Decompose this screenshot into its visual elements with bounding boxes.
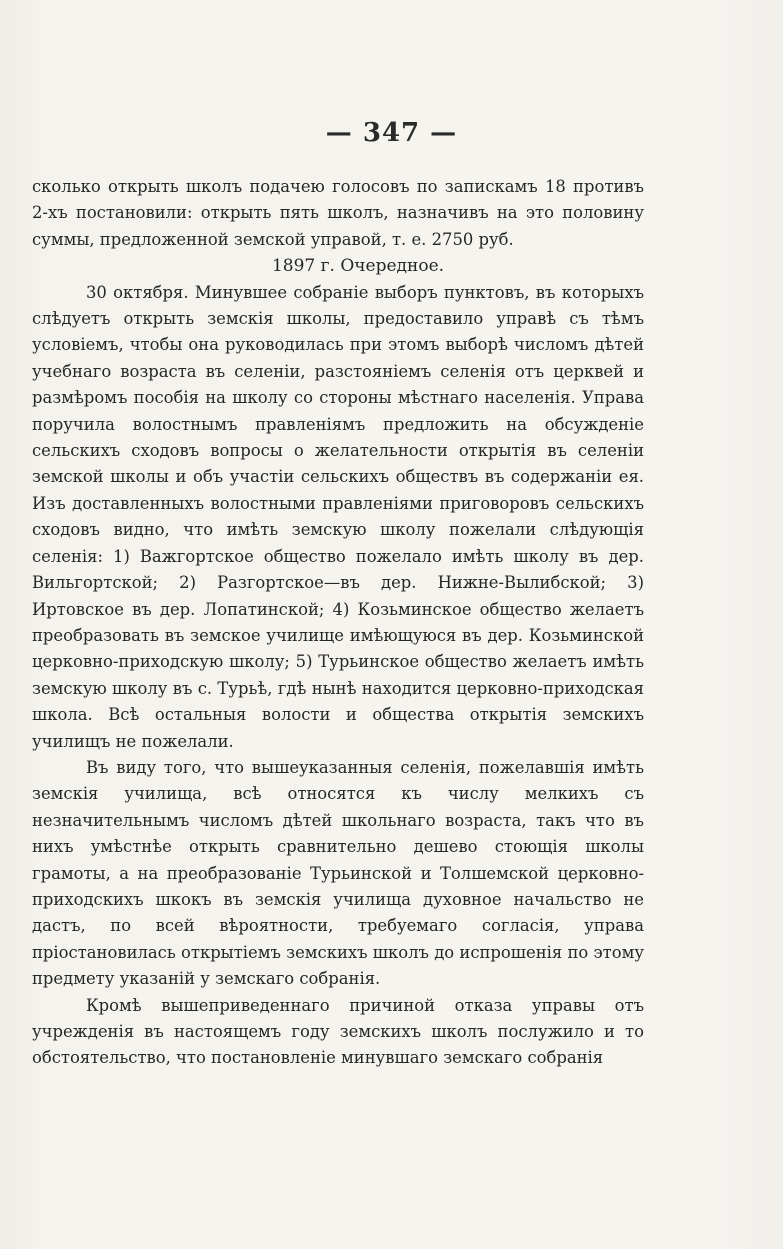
paragraph-october-30: 30 октября. Минувшее собраніе выборъ пунктовъ, въ которыхъ слѣдуетъ открыть земскія школы, предоставило управѣ съ тѣмъ условіемъ, чтобы она руководилась при этомъ выборѣ числомъ дѣтей учебнаго возраста въ селеніи, разстояніемъ селенія отъ церквей и размѣромъ пособія на школу со стороны мѣстнаго населенія. Управа поручила волостнымъ правленіямъ предложить на обсужденіе сельскихъ сходовъ вопросы о желательности открытія въ селеніи земской школы и объ участіи сельскихъ обществъ въ содержаніи ея. Изъ доставленныхъ волостными правленіями приговоровъ сельскихъ сходовъ видно, что имѣть земскую школу пожелали слѣдующія селенія: 1) Важгортское общество пожелало имѣть школу въ дер. Вильгортской; 2) Разгортское—въ дер. Нижне-Вылибской; 3) Иртовское въ дер. Лопатинской; 4) Козьминское общество желаетъ преобразовать въ земское училище имѣющуюся въ дер. Козьминской церковно-приходскую школу; 5) Турьинское общество желаетъ имѣть земскую школу въ с. Турьѣ, гдѣ нынѣ находится церковно-приходская школа. Всѣ остальныя волости и общества открытія земскихъ училищъ не пожелали. <box>32 282 644 751</box>
paragraph-besides: Кромѣ вышеприведеннаго причиной отказа управы отъ учрежденія въ настоящемъ году земскихъ школъ послужило и то обстоятельство, что постановленіе минувшаго земскаго собранія <box>32 995 644 1068</box>
body-text <box>32 174 644 1072</box>
paragraph-in-view: Въ виду того, что вышеуказанныя селенія, пожелавшія имѣть земскія училища, всѣ относятся къ числу мелкихъ съ незначительнымъ числомъ дѣтей школьнаго возраста, такъ что въ нихъ умѣстнѣе открыть сравнительно дешево стоющія школы грамоты, а на преобразованіе Турьинской и Толшемской церковно-приходскихъ шкокъ въ земскія училища духовное начальство не дастъ, по всей вѣроятности, требуемаго согласія, управа пріостановилась открытіемъ земскихъ школъ до испрошенія по этому предмету указаній у земскаго собранія. <box>32 757 644 989</box>
page-number: — 347 — <box>325 118 458 148</box>
paragraph-continued: сколько открыть школъ подачею голосовъ по запискамъ 18 противъ 2-хъ постановили: открыть пять школъ, назначивъ на это половину суммы, предложенной земской управой, т. е. 2750 руб. <box>32 177 644 249</box>
section-heading: 1897 г. Очередное. <box>271 256 445 277</box>
